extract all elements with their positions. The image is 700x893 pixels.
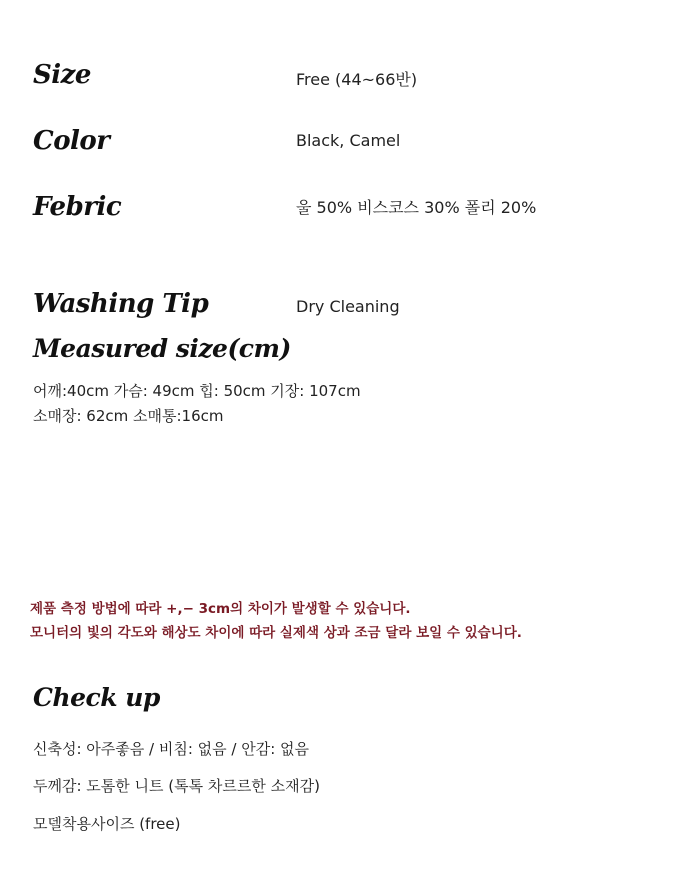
measured-size-line-1: 어깨:40cm 가슴: 49cm 힙: 50cm 기장: 107cm [33,382,361,400]
color-label: Color [33,126,110,156]
size-label: Size [33,60,91,90]
washing-tip-value: Dry Cleaning [296,297,400,316]
measured-size-title: Measured size(cm) [33,334,291,363]
check-up-model-size-line: 모델착용사이즈 (free) [33,815,181,833]
color-value: Black, Camel [296,131,401,150]
check-up-thickness-line: 두께감: 도톰한 니트 (톡톡 차르르한 소재감) [33,777,320,795]
fabric-value: 울 50% 비스코스 30% 폴리 20% [296,198,537,217]
size-value: Free (44~66반) [296,70,418,89]
measured-size-line-2: 소매장: 62cm 소매통:16cm [33,407,224,425]
washing-tip-label: Washing Tip [33,289,209,319]
fabric-label: Febric [33,192,122,222]
notice-monitor-color: 모니터의 빛의 각도와 해상도 차이에 따라 실제색 상과 조금 달라 보일 수 있습니다. [30,625,522,641]
check-up-title: Check up [33,683,160,712]
notice-measurement: 제품 측정 방법에 따라 +,− 3cm의 차이가 발생할 수 있습니다. [30,601,411,617]
check-up-elasticity-line: 신축성: 아주좋음 / 비침: 없음 / 안감: 없음 [33,740,309,758]
